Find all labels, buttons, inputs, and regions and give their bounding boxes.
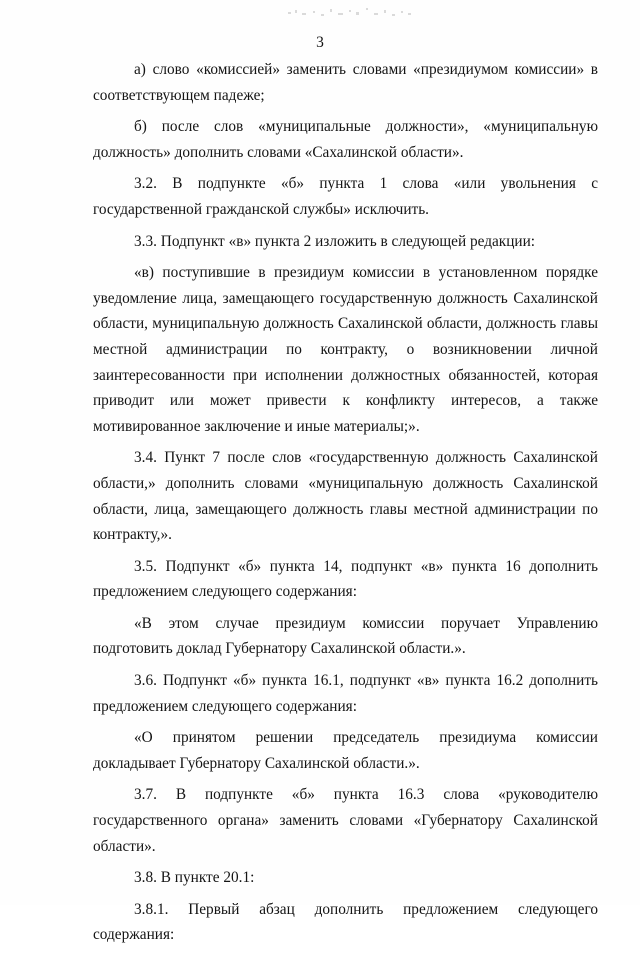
paragraph: а) слово «комиссией» заменить словами «президиумом комиссии» в соответствующем падеже; [93, 61, 598, 104]
paragraph: «В этом случае президиум комиссии поручает Управлению подготовить доклад Губернатору Сахалинской области.». [93, 614, 598, 658]
scan-artifact-icon [286, 4, 416, 20]
paragraph: 3.4. Пункт 7 после слов «государственную должность Сахалинской области,» дополнить словами «муниципальную должность Сахалинской области, лица, замещающего должность главы местной администрации по контракту,». [93, 449, 598, 544]
paragraph: «в) поступившие в президиум комиссии в установленном порядке уведомление лица, замещающего государственную должность Сахалинской области, муниципальную должность Сахалинской области, должность главы местной администрации по контракту, о возникновении личной заинтересованности при исполнении должностных обязанностей, которая приводит или может привести к конфликту интересов, а также мотивированное заключение и иные материалы;». [93, 264, 598, 435]
paragraph: 3.3. Подпункт «в» пункта 2 изложить в следующей редакции: [134, 232, 536, 250]
paragraph: 3.7. В подпункте «б» пункта 16.3 слова «руководителю государственного органа» заменить словами «Губернатору Сахалинской области». [93, 786, 598, 855]
paragraph: 3.2. В подпункте «б» пункта 1 слова «или увольнения с государственной гражданской службы» исключить. [93, 175, 598, 218]
document-body [93, 57, 598, 954]
paragraph: 3.8.1. Первый абзац дополнить предложением следующего содержания: [93, 900, 598, 944]
page-number: 3 [316, 34, 324, 51]
paragraph: «О принятом решении председатель президиума комиссии докладывает Губернатору Сахалинской области.». [93, 729, 598, 772]
paragraph: 3.8. В пункте 20.1: [134, 869, 255, 887]
paragraph: 3.6. Подпункт «б» пункта 16.1, подпункт «в» пункта 16.2 дополнить предложением следующего содержания: [93, 672, 598, 715]
paragraph: 3.5. Подпункт «б» пункта 14, подпункт «в» пункта 16 дополнить предложением следующего содержания: [93, 557, 598, 601]
paragraph: б) после слов «муниципальные должности», «муниципальную должность» дополнить словами «Сахалинской области». [93, 118, 598, 161]
